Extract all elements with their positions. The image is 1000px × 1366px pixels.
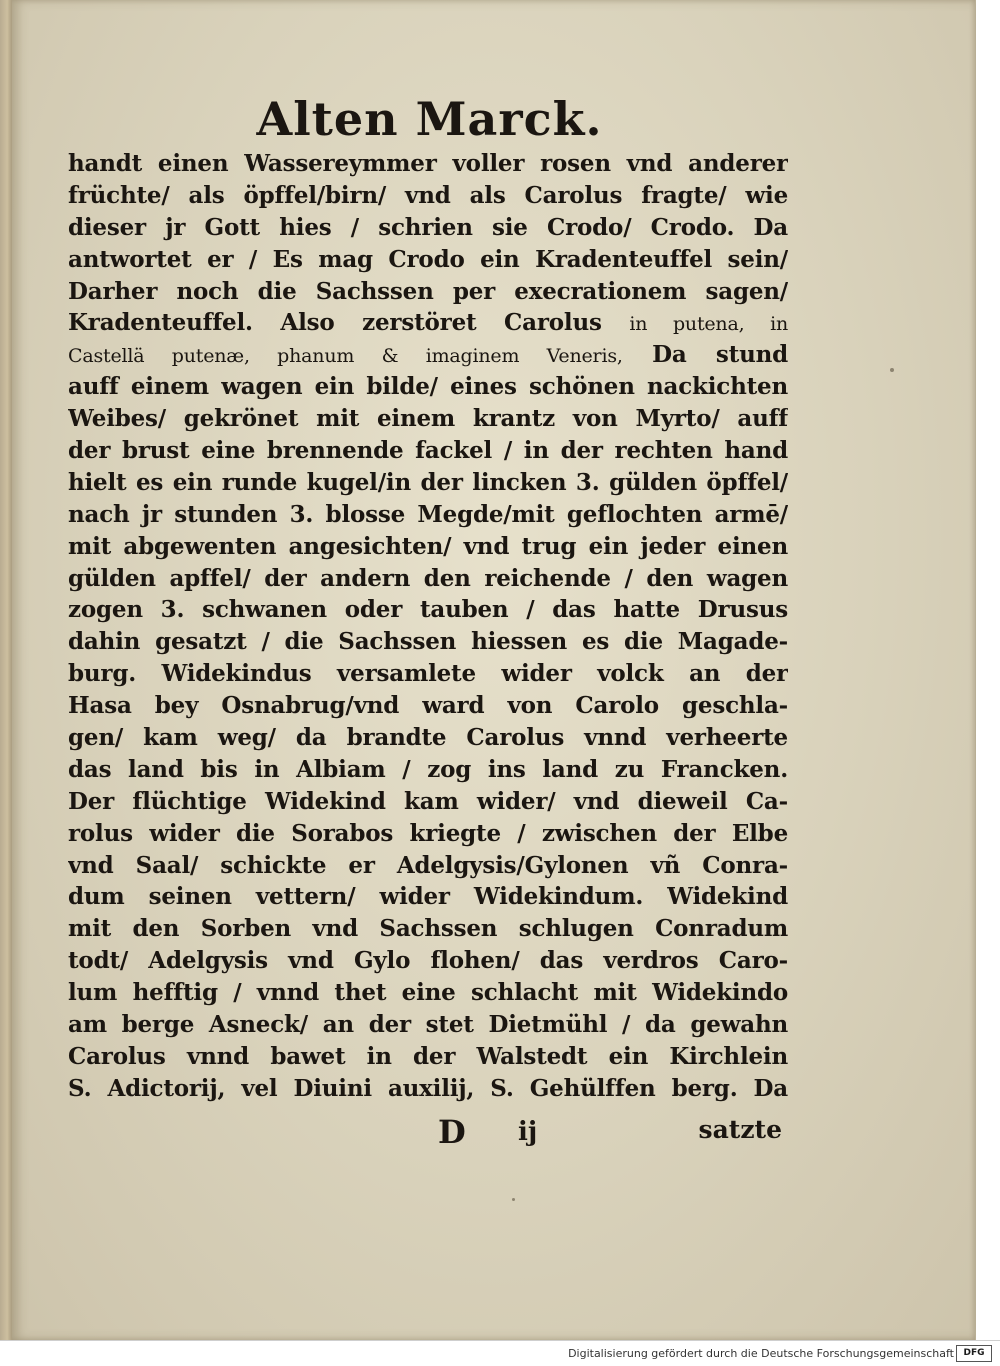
text-line-30: S. Adictorij, vel Diuini auxilij, S. Gehülffen berg. Da xyxy=(68,1074,788,1102)
text-line-24: dum seinen vettern/ wider Widekindum. Widekind xyxy=(68,883,788,911)
paper-speck xyxy=(890,368,894,372)
text-line-2: früchte/ als öpffel/birn/ vnd als Carolus fragte/ wie xyxy=(68,181,788,209)
viewer-margin xyxy=(975,0,1000,1340)
text-line-11: hielt es ein runde kugel/in der lincken 3. gülden öpffel/ xyxy=(68,468,788,496)
text-line-13: mit abgewenten angesichten/ vnd trug ein jeder einen xyxy=(68,532,788,560)
paper-speck xyxy=(512,1198,515,1201)
text-line-14: gülden apffel/ der andern den reichende / den wagen xyxy=(68,564,788,592)
text-line-16: dahin gesatzt / die Sachssen hiessen es die Magade- xyxy=(68,628,788,656)
latin-line: Castellä putenæ, phanum & imaginem Veneris, xyxy=(68,345,623,368)
signature-mark: D xyxy=(438,1113,466,1151)
text-line-9: Weibes/ gekrönet mit einem krantz von Myrto/ auff xyxy=(68,405,788,433)
catchword: satzte xyxy=(698,1115,782,1144)
latin-phrase: in putena, in xyxy=(629,313,788,336)
text-line-23: vnd Saal/ schickte er Adelgysis/Gylonen vñ Conra- xyxy=(68,851,788,879)
text-line-15: zogen 3. schwanen oder tauben / das hatte Drusus xyxy=(68,596,788,624)
text-line-25: mit den Sorben vnd Sachssen schlugen Conradum xyxy=(68,915,788,943)
text-line-29: Carolus vnnd bawet in der Walstedt ein Kirchlein xyxy=(68,1042,788,1070)
text-line-5: Darher noch die Sachssen per execrationem sagen/ xyxy=(68,277,788,305)
text-line-28: am berge Asneck/ an der stet Dietmühl / da gewahn xyxy=(68,1011,788,1039)
text-line-18: Hasa bey Osnabrug/vnd ward von Carolo geschla- xyxy=(68,692,788,720)
text-line-27: lum hefftig / vnnd thet eine schlacht mit Widekindo xyxy=(68,979,788,1007)
text-line-21: Der flüchtige Widekind kam wider/ vnd dieweil Ca- xyxy=(68,787,788,815)
text-line-12: nach jr stunden 3. blosse Megde/mit geflochten armē/ xyxy=(68,500,788,528)
funding-notice: Digitalisierung gefördert durch die Deutsche Forschungsgemeinschaft xyxy=(568,1347,954,1360)
running-head: Alten Marck. xyxy=(256,92,603,146)
signature-numeral: ij xyxy=(518,1117,538,1147)
text-line-20: das land bis in Albiam / zog ins land zu Francken. xyxy=(68,755,788,783)
signature-row xyxy=(68,1113,788,1153)
text-line-19: gen/ kam weg/ da brandte Carolus vnnd verheerte xyxy=(68,724,788,752)
text-line-6 xyxy=(68,307,788,339)
text-line-7 xyxy=(68,339,788,371)
footer-bar xyxy=(0,1340,1000,1366)
text-line-8: auff einem wagen ein bilde/ eines schönen nackichten xyxy=(68,373,788,401)
text-line-10: der brust eine brennende fackel / in der rechten hand xyxy=(68,437,788,465)
text-line-4: antwortet er / Es mag Crodo ein Kradenteuffel sein/ xyxy=(68,245,788,273)
text-line-17: burg. Widekindus versamlete wider volck an der xyxy=(68,660,788,688)
dfg-logo-icon: DFG xyxy=(956,1345,992,1362)
page-spine xyxy=(0,0,12,1340)
text-line-6-main: Kradenteuffel. Also zerstöret Carolus xyxy=(68,309,602,337)
book-page xyxy=(12,0,975,1340)
body-text xyxy=(68,148,788,1105)
text-line-22: rolus wider die Sorabos kriegte / zwischen der Elbe xyxy=(68,819,788,847)
text-line-26: todt/ Adelgysis vnd Gylo flohen/ das verdros Caro- xyxy=(68,947,788,975)
text-line-7-end: Da stund xyxy=(652,341,788,369)
text-line-3: dieser jr Gott hies / schrien sie Crodo/ Crodo. Da xyxy=(68,213,788,241)
text-line-1: handt einen Wassereymmer voller rosen vnd anderer xyxy=(68,150,788,177)
